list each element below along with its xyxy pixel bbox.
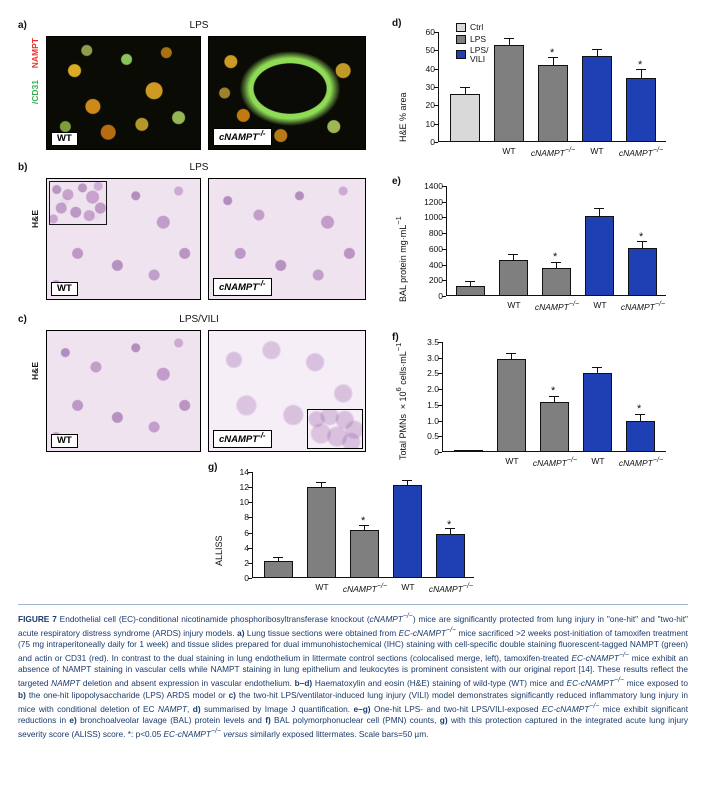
chart-f-bar-vili-ko: [626, 421, 655, 452]
chart-d-ytick-20: 20: [425, 100, 435, 111]
caption-versus: versus: [223, 728, 248, 739]
panel-b-wt-tag: WT: [51, 282, 78, 296]
panel-a-label: a): [18, 20, 27, 31]
chart-g-star-vili-ko: *: [447, 519, 452, 531]
caption-bd-label: b–d): [294, 677, 313, 688]
panel-c-cnampt-tag: [213, 430, 272, 448]
panel-c-title: LPS/VILI: [179, 314, 219, 325]
chart-g-ytick-6: 6: [244, 527, 249, 538]
panel-a-image-cnampt: [208, 36, 366, 150]
chart-d-xlabel-4: cNAMPT−/−: [618, 146, 664, 158]
chart-f-ytick-30: 3.0: [427, 352, 439, 363]
chart-g-ylabel: ALLISS: [214, 535, 224, 566]
chart-g-star-lps-ko: *: [361, 515, 366, 527]
panel-c-label: c): [18, 314, 27, 325]
chart-e-ytick-1200: 1200: [424, 196, 443, 207]
chart-e: [392, 176, 692, 321]
caption-t19: similarly exposed littermates. Scale bars=50 µm.: [247, 728, 429, 739]
chart-e-ytick-0: 0: [438, 291, 443, 301]
panel-c-group: [18, 314, 368, 454]
chart-g-ytick-2: 2: [244, 557, 249, 568]
chart-d-ylabel: H&E % area: [398, 92, 408, 142]
chart-g: [200, 462, 500, 602]
caption-t10: the two-hit LPS/ventilator-induced lung injury (VILI) model demonstrates significantly reduced inflammatory lung injury in mice with conditional deletion of EC: [18, 689, 688, 714]
panel-e-label: e): [392, 176, 401, 187]
chart-d: [392, 18, 692, 163]
panel-g-label: g): [208, 462, 218, 473]
chart-f-star-vili-ko: *: [637, 403, 642, 415]
chart-e-ytick-800: 800: [428, 228, 443, 239]
caption-t7: Haematoxylin and eosin (H&E) staining of wild-type (WT) mice and: [312, 677, 567, 688]
chart-d-bar-lps-wt: [494, 45, 524, 142]
caption-sup-6: −/−: [210, 727, 221, 735]
panel-c-cnampt-tag-sup: -/-: [258, 431, 266, 441]
panel-b-cnampt-tag: [213, 278, 272, 296]
caption-nampt-1: NAMPT: [51, 677, 81, 688]
chart-d-bar-ctrl: [450, 94, 480, 142]
chart-d-ytick-40: 40: [425, 63, 435, 74]
chart-d-star-vili-ko: *: [638, 59, 643, 71]
caption-t16: BAL polymorphonuclear cell (PMN) counts,: [270, 715, 440, 726]
chart-f-bar-lps-ko: [540, 402, 569, 452]
chart-g-ytick-8: 8: [244, 512, 249, 523]
panel-c-wt-tag: WT: [51, 434, 78, 448]
chart-d-star-lps-ko: *: [550, 47, 555, 59]
caption-sup-5: −/−: [589, 702, 600, 710]
caption-t2: ) mice are significantly protected from lung injury in "one-hit" and "two-hit" acute respiratory distress syndrome (ARDS) injury models.: [18, 613, 688, 638]
panel-a-title: LPS: [189, 20, 209, 31]
caption-t17: with this protection captured in the integrated acute lung injury severity score (ALISS) score. *: p<0.05: [18, 715, 688, 739]
chart-g-ytick-14: 14: [239, 467, 249, 477]
panel-c-cnampt-tag-text: cNAMPT: [219, 434, 259, 446]
caption-c-label: c): [228, 689, 236, 700]
chart-e-ytick-400: 400: [428, 259, 443, 270]
chart-d-bar-vili-ko: [626, 78, 656, 142]
chart-g-bar-vili-wt: [393, 485, 422, 578]
chart-f-xlabel-2: cNAMPT−/−: [532, 456, 578, 468]
caption-t3: Lung tissue sections were obtained from: [244, 627, 399, 638]
panel-c-inset: [307, 409, 363, 449]
caption-a-label: a): [237, 627, 245, 638]
caption-cnampt-1: cNAMPT: [369, 613, 403, 624]
legend-label-ctrl: Ctrl: [470, 22, 484, 32]
chart-f-ytick-05: 0.5: [427, 431, 439, 442]
chart-f-ytick-0: 0: [434, 447, 439, 457]
panel-f-label: f): [392, 332, 399, 343]
caption-sup-1: −/−: [402, 613, 413, 620]
chart-d-ytick-10: 10: [425, 118, 435, 129]
caption-sup-4: −/−: [614, 677, 625, 685]
caption-sup-2: −/−: [446, 626, 457, 634]
chart-f-star-lps-ko: *: [551, 385, 556, 397]
chart-e-xlabel-2: cNAMPT−/−: [534, 300, 580, 312]
caption-b-label: b): [18, 689, 26, 700]
chart-f: [392, 332, 692, 477]
legend-label-lps: LPS: [470, 34, 487, 44]
chart-e-bar-lps-ko: [542, 268, 571, 296]
panel-c-image-wt: [46, 330, 201, 452]
chart-e-ytick-200: 200: [428, 275, 443, 286]
panel-a-stain-axis: [30, 38, 44, 150]
panel-a-image-wt: [46, 36, 201, 150]
chart-g-xlabel-3: WT: [401, 582, 415, 592]
caption-t4: mice sacrificed >2 weeks post-initiation of tamoxifen treatment (75 mg intraperitoneally daily for 1 week) and tissue slides prepared for dual immunohistochemical (IHC) staining with cell-specific double staining fluorescent-tagged NAMPT (green) and actin or CD31 (red). In contrast to the dual staining in lung endothelium in littermate control sections (colocalised merge, left), tamoxifen-treated: [18, 627, 688, 663]
chart-g-ytick-0: 0: [244, 573, 249, 583]
chart-e-bar-ctrl: [456, 286, 485, 296]
panel-c-image-cnampt: [208, 330, 366, 452]
legend-item-ctrl: [456, 22, 488, 32]
panel-b-label: b): [18, 162, 28, 173]
chart-g-xlabel-4: cNAMPT−/−: [428, 582, 474, 594]
caption-ecc-4: EC-cNAMPT: [541, 703, 590, 714]
chart-e-ylabel: BAL protein $mg\cdot mL^{-1}$: [394, 216, 408, 302]
legend-label-lps-vili: LPS/ VILI: [470, 45, 489, 64]
chart-e-star-vili-ko: *: [639, 231, 644, 243]
caption-ecc-2: EC-cNAMPT: [571, 652, 619, 663]
chart-f-plot: [427, 337, 666, 468]
chart-d-ytick-30: 30: [425, 82, 435, 92]
chart-d-yaxis: [438, 32, 439, 142]
chart-g-ytick-12: 12: [239, 482, 249, 493]
caption-g-label: g): [439, 715, 448, 726]
chart-g-yaxis: [252, 472, 253, 578]
chart-g-bar-ctrl: [264, 561, 293, 578]
chart-g-ytick-4: 4: [244, 542, 249, 553]
chart-f-ylabel: Total PMNs $\times 10^6$ $cells\cdot mL^{-1}$: [394, 342, 408, 460]
chart-e-yaxis: [446, 186, 447, 296]
chart-e-bar-lps-wt: [499, 260, 528, 296]
chart-f-ytick-35: 3.5: [427, 337, 439, 347]
chart-e-bar-vili-ko: [628, 248, 657, 296]
chart-g-ytick-10: 10: [239, 497, 249, 508]
chart-e-ytick-1000: 1000: [424, 212, 443, 223]
caption-t15: bronchoalveolar lavage (BAL) protein levels and: [76, 715, 266, 726]
caption-nampt-2: NAMPT: [157, 703, 188, 714]
chart-d-xlabel-3: WT: [590, 146, 604, 156]
panel-a-cnampt-tag: [213, 128, 272, 146]
caption-sup-3: −/−: [618, 651, 629, 659]
chart-d-ytick-0: 0: [430, 137, 435, 147]
panel-b-group: [18, 162, 368, 302]
chart-g-bar-lps-wt: [307, 487, 336, 578]
panel-a-cnampt-tag-text: cNAMPT: [219, 132, 259, 144]
caption-eg-label: e–g): [353, 703, 371, 714]
chart-d-xlabel-1: WT: [502, 146, 516, 156]
chart-g-xlabel-1: WT: [315, 582, 329, 592]
chart-d-bar-vili-wt: [582, 56, 612, 142]
chart-d-xlabel-2: cNAMPT−/−: [530, 146, 576, 158]
chart-f-ytick-25: 2.5: [427, 368, 439, 379]
nampt-axis-label: NAMPT: [30, 38, 40, 69]
chart-e-ytick-1400: 1400: [424, 181, 443, 191]
cd31-axis-label: /CD31: [30, 80, 40, 105]
chart-f-bar-lps-wt: [497, 359, 526, 452]
panel-b-stain-axis: H&E: [30, 210, 40, 228]
panel-b-image-cnampt: [208, 178, 366, 300]
caption-ecc-5: EC-cNAMPT: [163, 728, 211, 739]
caption-t14: mice exhibit significant reductions in: [18, 703, 688, 726]
chart-g-bar-vili-ko: [436, 534, 465, 578]
caption-ecc-3: EC-cNAMPT: [566, 677, 615, 688]
caption-t9: the one-hit lipopolysaccharide (LPS) ARDS model or: [25, 689, 229, 700]
caption-d-label: d): [192, 703, 201, 714]
chart-g-bar-lps-ko: [350, 530, 379, 579]
panel-c-stain-axis: H&E: [30, 362, 40, 380]
chart-e-ytick-600: 600: [428, 243, 443, 254]
chart-d-ytick-50: 50: [425, 45, 435, 56]
panel-a-group: [18, 20, 368, 150]
legend-swatch-ctrl: [456, 23, 466, 32]
chart-f-ytick-15: 1.5: [427, 399, 439, 410]
panel-b-title: LPS: [189, 162, 209, 173]
panel-b-inset: [49, 181, 107, 225]
chart-f-bar-vili-wt: [583, 373, 612, 452]
chart-e-bar-vili-wt: [585, 216, 614, 296]
chart-d-bar-lps-ko: [538, 65, 568, 142]
chart-f-xlabel-3: WT: [591, 456, 605, 466]
panel-b-cnampt-tag-sup: -/-: [258, 279, 266, 289]
figure-caption: [18, 612, 688, 740]
chart-g-xlabel-2: cNAMPT−/−: [342, 582, 388, 594]
caption-t12: summarised by Image J quantification.: [200, 703, 354, 714]
caption-e-label: e): [69, 715, 77, 726]
chart-f-yaxis: [442, 342, 443, 452]
caption-t5: mice exhibit an absence of NAMPT staining in vascular cells while NAMPT staining in lung epithelium and leukocytes is prominent consistent with our original report [14]. These results reflect the targeted: [18, 652, 688, 688]
chart-g-plot: [239, 467, 474, 594]
caption-f-label: f): [265, 715, 271, 726]
chart-d-ytick-60: 60: [425, 27, 435, 37]
chart-e-xlabel-4: cNAMPT−/−: [620, 300, 666, 312]
panel-b-cnampt-tag-text: cNAMPT: [219, 282, 259, 294]
caption-divider: [18, 604, 688, 605]
panel-a-wt-tag: WT: [51, 132, 78, 146]
caption-t1: Endothelial cell (EC)-conditional nicotinamide phosphoribosyltransferase knockout (: [56, 613, 370, 624]
chart-f-xlabel-4: cNAMPT−/−: [618, 456, 664, 468]
chart-e-plot: [424, 181, 666, 312]
panel-a-cnampt-tag-sup: -/-: [258, 129, 266, 139]
caption-t8: mice exposed to: [624, 677, 688, 688]
chart-f-bar-ctrl: [454, 450, 483, 452]
chart-f-xlabel-1: WT: [505, 456, 519, 466]
panel-d-label: d): [392, 18, 402, 29]
chart-e-star-lps-ko: *: [553, 251, 558, 263]
chart-f-ytick-20: 2.0: [427, 384, 439, 395]
caption-ecc-1: EC-cNAMPT: [398, 627, 447, 638]
panel-b-image-wt: [46, 178, 201, 300]
caption-figure-label: FIGURE 7: [18, 613, 57, 624]
caption-t11: ,: [187, 703, 193, 714]
caption-t13: One-hit LPS- and two-hit LPS/VILI-exposed: [370, 703, 542, 714]
chart-f-ytick-10: 1.0: [427, 415, 439, 426]
chart-e-xlabel-1: WT: [507, 300, 521, 310]
caption-t6: deletion and absent expression in vascular endothelium.: [80, 677, 295, 688]
chart-e-xlabel-3: WT: [593, 300, 607, 310]
